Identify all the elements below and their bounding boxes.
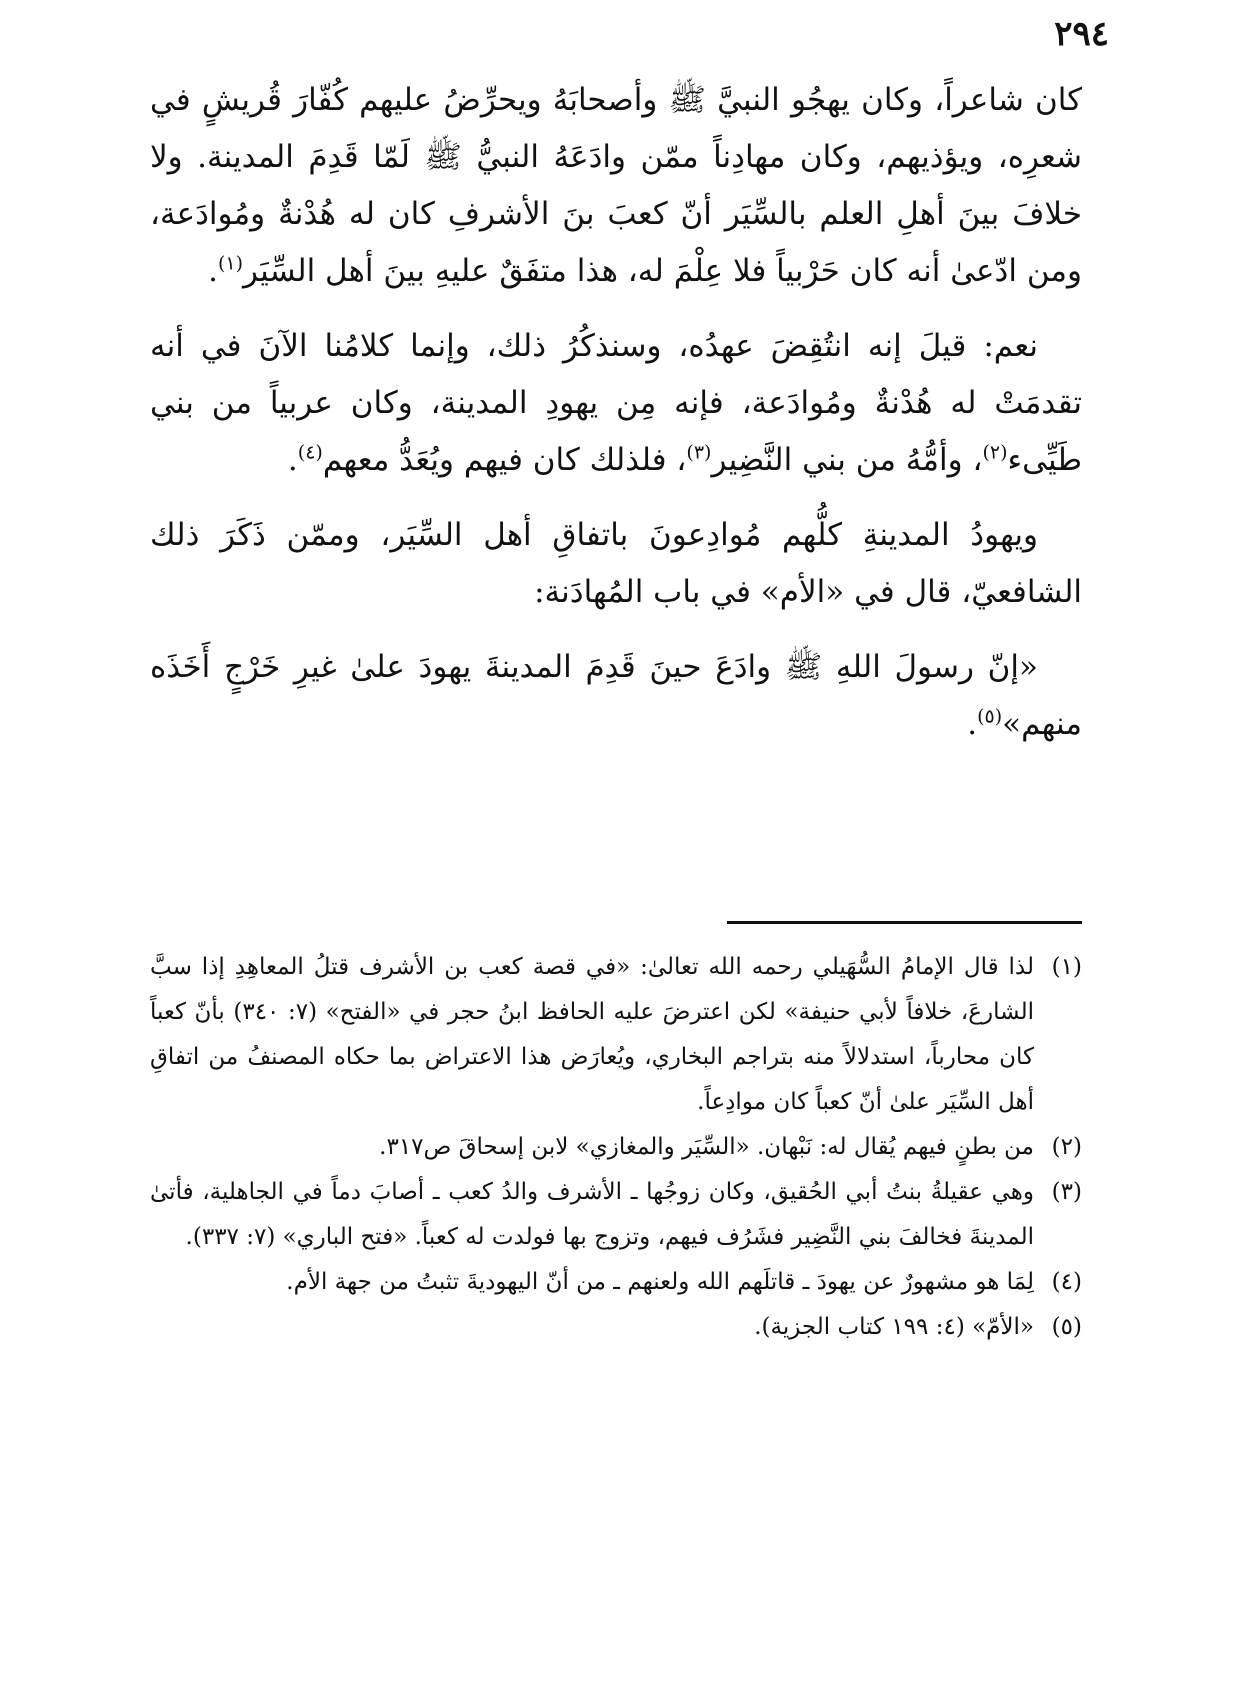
footnote-number: (٤) — [1051, 1269, 1082, 1295]
paragraph-2 — [150, 318, 1082, 489]
quotation-paragraph — [150, 639, 1082, 753]
quotation-text: «إنّ رسولَ اللهِ ﷺ وادَعَ حينَ قَدِمَ المدينةَ يهودَ علىٰ غيرِ خَرْجٍ أَخَذَه منهم» — [150, 649, 1082, 742]
footnote-ref-1[interactable]: (١) — [217, 252, 244, 275]
quotation-end: . — [967, 706, 978, 742]
footnote-ref-5[interactable]: (٥) — [977, 705, 1003, 728]
footnote-text: وهي عقيلةُ بنتُ أبي الحُقيق، وكان زوجُها ـ الأشرف والدُ كعب ـ أصابَ دماً في الجاهلية، فأتىٰ المدينةَ فخالفَ بني النَّضِير فشَرُف فيهم، وتزوج بها فولدت له كعباً. «فتح الباري» (٧: ٣٣٧). — [150, 1179, 1034, 1250]
footnote-text: من بطنٍ فيهم يُقال له: نَبْهان. «السِّيَر والمغازي» لابن إسحاقَ ص٣١٧. — [379, 1134, 1034, 1160]
page-number: ٢٩٤ — [1054, 14, 1109, 54]
footnote-ref-4[interactable]: (٤) — [297, 441, 323, 464]
footnote-number: (٣) — [1051, 1179, 1082, 1205]
footnote-ref-3[interactable]: (٣) — [686, 441, 712, 464]
paragraph-2-end: . — [287, 442, 298, 478]
footnote-number: (١) — [1051, 954, 1082, 980]
footnote-text: «الأمّ» (٤: ١٩٩ كتاب الجزية). — [754, 1314, 1034, 1340]
footnote-ref-2[interactable]: (٢) — [982, 441, 1008, 464]
footnote-2 — [150, 1125, 1082, 1170]
footnote-1 — [150, 945, 1082, 1125]
paragraph-2-text-c: ، فلذلك كان فيهم ويُعَدُّ معهم — [322, 442, 687, 478]
paragraph-1-text: كان شاعراً، وكان يهجُو النبيَّ ﷺ وأصحابَهُ ويحرِّضُ عليهم كُفّارَ قُريشٍ في شعرِه، ويؤذيهم، وكان مهادِناً ممّن وادَعَهُ النبيُّ ﷺ لَمّا قَدِمَ المدينة. ولا خلافَ بينَ أهلِ العلم بالسِّيَر أنّ كعبَ بنَ الأشرفِ كان له هُدْنةٌ ومُوادَعة، ومن ادّعىٰ أنه كان حَرْبياً فلا عِلْمَ له، هذا متفَقٌ عليهِ بينَ أهل السِّيَر — [150, 82, 1082, 289]
paragraph-2-text-b: ، وأمُّهُ من بني النَّضِير — [711, 442, 983, 478]
footnote-separator — [727, 921, 1082, 924]
paragraph-2-text-a: نعم: قيلَ إنه انتُقِضَ عهدُه، وسنذكُرُ ذلك، وإنما كلامُنا الآنَ في أنه تقدمَتْ له هُدْنةٌ ومُوادَعة، فإنه مِن يهودِ المدينة، وكان عربياً من بني طَيِّىء — [150, 328, 1082, 478]
paragraph-3: ويهودُ المدينةِ كلُّهم مُوادِعونَ باتفاقِ أهل السِّيَر، وممّن ذَكَرَ ذلك الشافعيّ، قال في «الأم» في باب المُهادَنة: — [150, 517, 1082, 610]
footnote-4 — [150, 1260, 1082, 1305]
footnote-text: لذا قال الإمامُ السُّهَيلي رحمه الله تعالىٰ: «في قصة كعب بن الأشرف قتلُ المعاهِدِ إذا سبَّ الشارعَ، خلافاً لأبي حنيفة» لكن اعترضَ عليه الحافظ ابنُ حجر في «الفتح» (٧: ٣٤٠) بأنّ كعباً كان محارباً، استدلالاً منه بتراجم البخاري، ويُعارَض هذا الاعتراض بما حكاه المصنفُ من اتفاقِ أهل السِّيَر علىٰ أنّ كعباً كان موادِعاً. — [150, 954, 1035, 1115]
footnote-number: (٥) — [1051, 1314, 1082, 1340]
paragraph-1 — [150, 72, 1082, 300]
footnote-3 — [150, 1170, 1082, 1260]
footnote-text: لِمَا هو مشهورٌ عن يهودَ ـ قاتلَهم الله ولعنهم ـ من أنّ اليهوديةَ تثبتُ من جهة الأم. — [286, 1269, 1034, 1295]
main-text — [150, 72, 1082, 771]
footnote-number: (٢) — [1051, 1134, 1082, 1160]
paragraph-1-end: . — [208, 253, 218, 289]
footnote-5 — [150, 1305, 1082, 1350]
footnotes — [150, 945, 1082, 1350]
